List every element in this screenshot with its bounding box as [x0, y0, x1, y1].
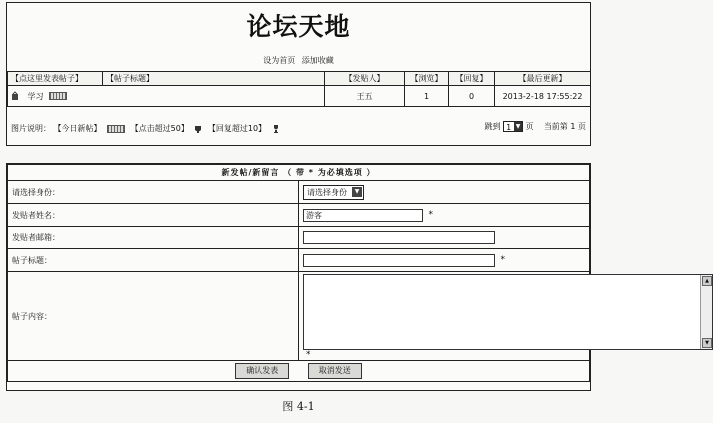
- trophy-icon: [272, 124, 280, 134]
- identity-select-value: 请选择身份: [307, 187, 347, 197]
- email-input[interactable]: [303, 231, 495, 244]
- name-cell: [299, 204, 590, 227]
- content-label: 帖子内容：: [8, 272, 299, 361]
- required-mark: *: [306, 350, 311, 360]
- thread-title-cell: [8, 86, 325, 107]
- hot-cup-icon: [194, 124, 202, 134]
- email-cell: [299, 227, 590, 249]
- scroll-up-icon[interactable]: ▲: [702, 276, 712, 286]
- submit-button[interactable]: 确认发表: [235, 363, 289, 379]
- thread-title-link[interactable]: 学习: [27, 91, 44, 101]
- table-header-row: [8, 72, 591, 86]
- form-actions: [8, 361, 590, 382]
- thread-updated: 2013-2-18 17:55:22: [495, 86, 591, 107]
- content-textarea[interactable]: [303, 274, 713, 350]
- post-new-thread-link[interactable]: 【点这里发表帖子】: [8, 72, 103, 86]
- required-mark: *: [428, 210, 434, 220]
- name-label: 发贴者姓名：: [8, 204, 299, 227]
- legend-new-today: 【今日新帖】: [53, 124, 102, 133]
- table-row: [8, 86, 591, 107]
- page-jump-select[interactable]: [503, 121, 523, 132]
- subject-cell: [299, 249, 590, 272]
- email-label: 发贴者邮箱：: [8, 227, 299, 249]
- thread-author: 王五: [325, 86, 405, 107]
- legend-views-over: 【点击超过50】: [130, 124, 189, 133]
- new-badge-icon: [49, 92, 67, 100]
- textarea-scrollbar[interactable]: [700, 275, 712, 349]
- column-header-views: 【浏览】: [405, 72, 449, 86]
- post-form-panel: [6, 163, 709, 391]
- column-header-author: 【发贴人】: [325, 72, 405, 86]
- column-header-updated: 【最后更新】: [495, 72, 591, 86]
- chevron-down-icon: ▼: [515, 123, 521, 130]
- forum-panel: [6, 2, 591, 146]
- figure-caption: 图 4-1: [282, 400, 315, 413]
- legend-label: 图片说明：: [11, 124, 51, 133]
- subject-input[interactable]: [303, 254, 495, 267]
- set-home-link[interactable]: 设为首页: [263, 56, 296, 65]
- page-jump-value: 1: [506, 123, 512, 132]
- column-header-replies: 【回复】: [449, 72, 495, 86]
- header-links: [7, 55, 590, 66]
- jump-label: 跳到: [484, 122, 501, 131]
- legend-replies-over: 【回复超过10】: [207, 124, 267, 133]
- new-badge-icon: [107, 125, 125, 133]
- identity-cell: [299, 181, 590, 204]
- form-header: 新发帖/新留言 （ 带 * 为必填选项 ）: [8, 165, 590, 181]
- thread-views: 1: [405, 86, 449, 107]
- site-title: 论坛天地: [246, 12, 351, 41]
- chevron-down-icon: ▼: [352, 187, 362, 197]
- name-input[interactable]: 游客: [303, 209, 423, 222]
- post-form-table: [7, 164, 709, 382]
- content-cell: [299, 272, 709, 361]
- thread-replies: 0: [449, 86, 495, 107]
- column-header-title: 【帖子标题】: [103, 72, 325, 86]
- thread-icon: [11, 92, 19, 101]
- required-mark: *: [500, 255, 506, 265]
- pagination: [485, 121, 586, 132]
- current-page: 当前第 1 页: [543, 122, 586, 131]
- icon-legend: [11, 123, 283, 134]
- scroll-down-icon[interactable]: ▼: [702, 338, 712, 348]
- identity-label: 请选择身份：: [8, 181, 299, 204]
- legend-row: [11, 121, 586, 135]
- add-favorite-link[interactable]: 添加收藏: [301, 56, 334, 65]
- cancel-button[interactable]: 取消发送: [308, 363, 362, 379]
- page-unit: 页: [525, 122, 534, 131]
- thread-list-table: [7, 71, 591, 107]
- subject-label: 帖子标题：: [8, 249, 299, 272]
- identity-select[interactable]: [303, 185, 364, 200]
